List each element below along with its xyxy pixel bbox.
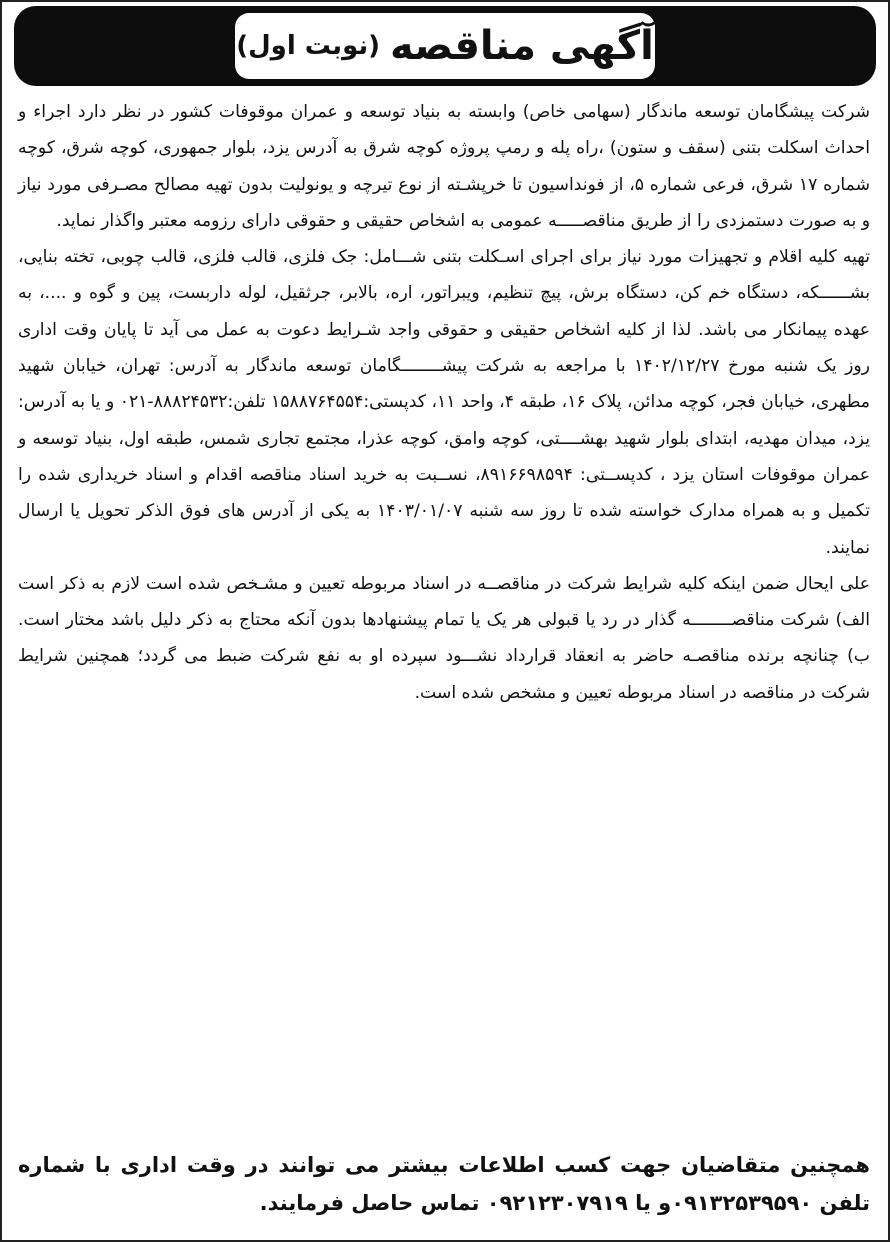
- page-title: آگهی مناقصه: [390, 23, 654, 69]
- contact-footer: [18, 1146, 870, 1222]
- page-subtitle: (نوبت اول): [236, 31, 381, 61]
- paragraph-details: تهیه کلیه اقلام و تجهیزات مورد نیاز برای اجرای اسـکلت بتنی شـــامل: جک فلزی، قالب فلزی، قالب چوبی، تخته بنایی، بشــــــکه، دستگاه خم کن، دستگاه برش، پیچ تنظیم، ویبراتور، اره، بالابر، جرثقیل، لوله داربست، پین و گوه و ....، به عهده پیمانکار می باشد. لذا از کلیه اشخاص حقیقی و حقوقی واجد شـرایط دعوت به عمل می آید تا پایان وقت اداری روز یک شنبه مورخ ۱۴۰۲/۱۲/۲۷ با مراجعه به شرکت پیشــــــــگامان توسعه ماندگار به آدرس: تهران، خیابان شهید مطهری، خیابان فجر، کوچه مدائن، پلاک ۱۶، طبقه ۴، واحد ۱۱، کدپستی:۱۵۸۸۷۶۴۵۵۴ تلفن:۸۸۸۲۴۵۳۲-۰۲۱ و یا به آدرس: یزد، میدان مهدیه، ابتدای بلوار شهید بهشــــتی، کوچه وامق، کوچه عذرا، مجتمع تجاری شمس، طبقه اول، بنیاد توسعه و عمران موقوفات استان یزد ، کدپســتی: ۸۹۱۶۶۹۸۵۹۴، نســبت به خرید اسناد مناقصه اقدام و اسناد خریداری شده را تکمیل و به همراه مدارک خواسته شده تا روز سه شنبه ۱۴۰۳/۰۱/۰۷ به یکی از آدرس های فوق الذکر تحویل یا ارسال نمایند.: [18, 247, 871, 558]
- ad-body: [18, 94, 870, 711]
- header-banner: [14, 6, 876, 86]
- title-box: [235, 13, 655, 79]
- paragraph-conditions: علی ایحال ضمن اینکه کلیه شرایط شرکت در مناقصــه در اسناد مربوطه تعیین و مشـخص شده است لازم به ذکر است الف) شرکت مناقصــــــــه گذار در رد یا قبولی هر یک یا تمام پیشنهادها بدون آنکه محتاج به ذکر دلیل باشد مختار است. ب) چنانچه برنده مناقصـه حاضر به انعقاد قرارداد نشـــود سپرده او به نفع شرکت ضبط می گردد؛ همچنین شرایط شرکت در مناقصه در اسناد مربوطه تعیین و مشخص شده است.: [18, 573, 870, 703]
- contact-text: همچنین متقاضیان جهت کسب اطلاعات بیشتر می توانند در وقت اداری با شماره تلفن ۰۹۱۳۲۵۳۹۵۹۰و یا ۰۹۲۱۲۳۰۷۹۱۹ تماس حاصل فرمایند.: [18, 1153, 870, 1215]
- paragraph-intro: شرکت پیشگامان توسعه ماندگار (سهامی خاص) وابسته به بنیاد توسعه و عمران موقوفات کشور در نظر دارد اجراء و احداث اسکلت بتنی (سقف و ستون) ،راه پله و رمپ پروژه کوچه شرق به آدرس یزد، بلوار جمهوری، کوچه شرق، کوچه شماره ۱۷ شرق، فرعی شماره ۵، از فونداسیون تا خرپشـته از نوع تیرچه و یونولیت بدون تهیه مصالح مصـرفی مورد نیاز و به صورت دستمزدی را از طریق مناقصـــــه عمومی به اشخاص حقیقی و حقوقی دارای رزومه معتبر واگذار نماید.: [18, 102, 871, 231]
